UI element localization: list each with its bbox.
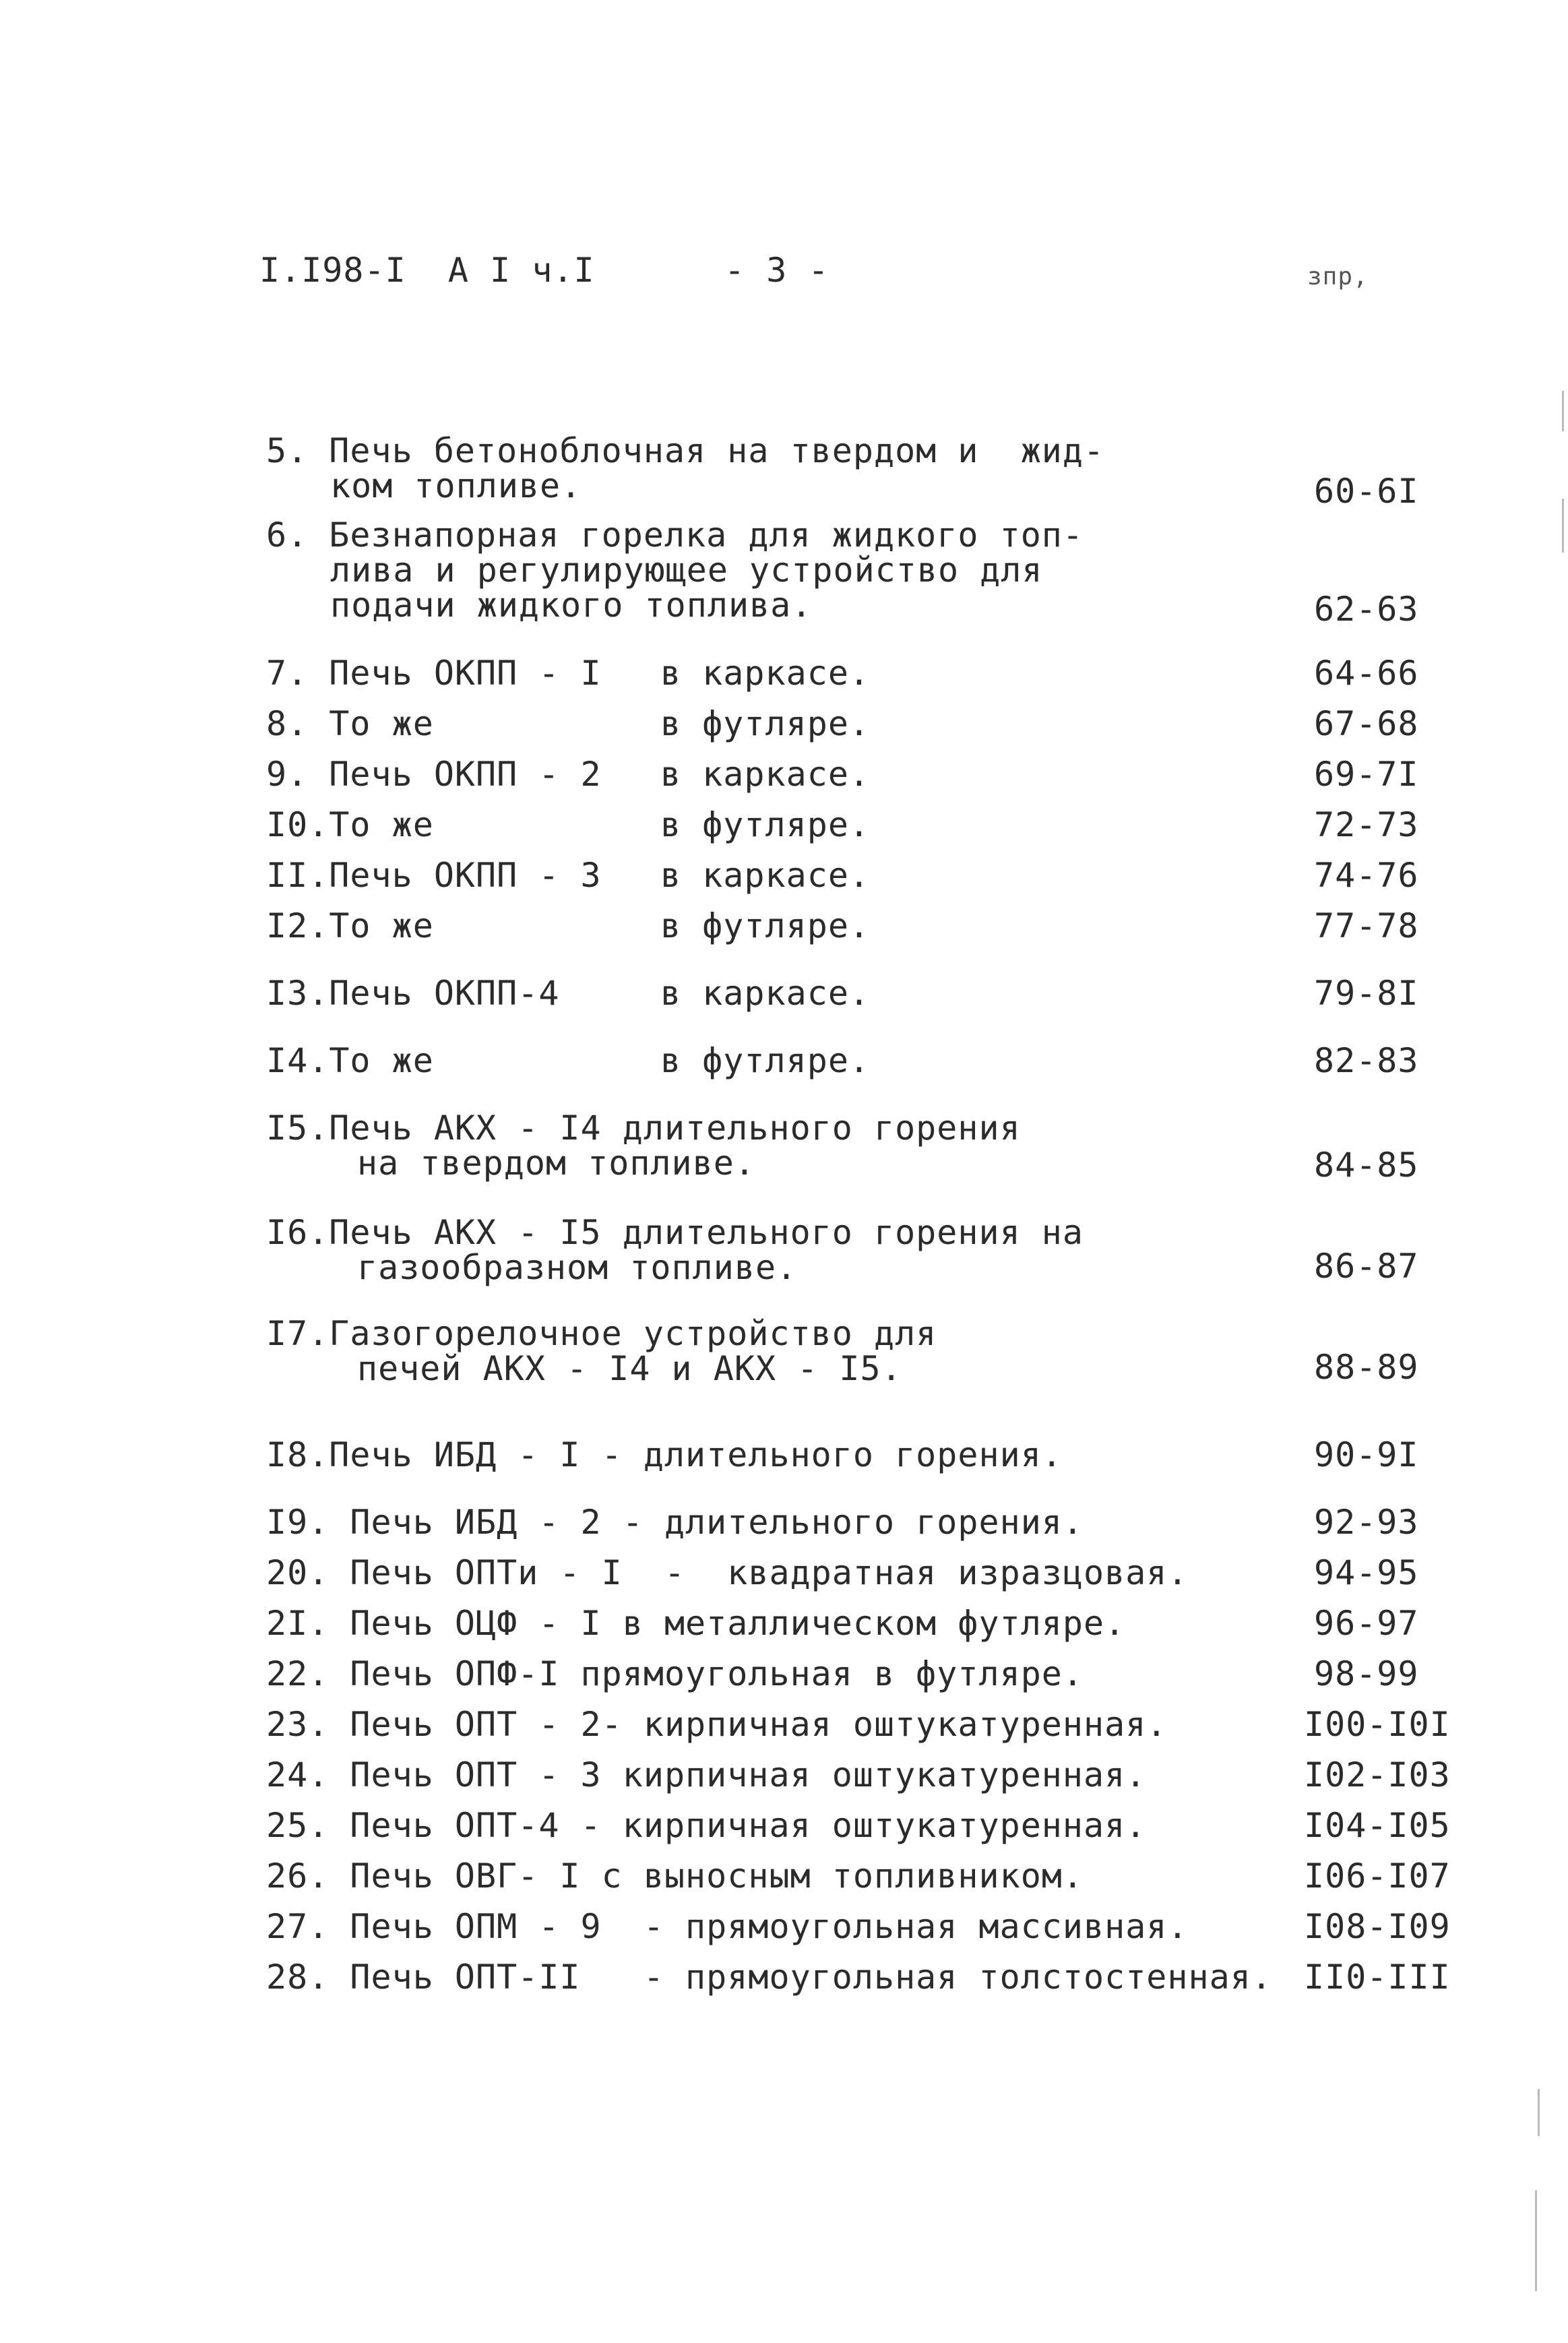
entry-title: 25. Печь ОПТ-4 - кирпичная оштукатуренная. bbox=[266, 1806, 1147, 1845]
entry-title: I6.Печь АКХ - I5 длительного горения на bbox=[266, 1213, 1084, 1252]
entry-page-range: I02-I03 bbox=[1304, 1755, 1451, 1794]
entry-variant: в каркасе. bbox=[660, 755, 871, 794]
entry-title: I9. Печь ИБД - 2 - длительного горения. bbox=[266, 1503, 1084, 1542]
entry-page-range: I06-I07 bbox=[1304, 1856, 1451, 1896]
entry-page-range: I08-I09 bbox=[1304, 1907, 1451, 1946]
entry-title: 7. Печь ОКПП - I bbox=[266, 654, 602, 693]
page-header bbox=[259, 251, 1540, 305]
entry-page-range: 98-99 bbox=[1314, 1654, 1419, 1693]
entry-title: 20. Печь ОПТи - I - квадратная изразцовая. bbox=[266, 1553, 1189, 1592]
entry-title: I2.То же bbox=[266, 906, 434, 945]
entry-page-range: 94-95 bbox=[1314, 1553, 1419, 1592]
entry-page-range: 69-7I bbox=[1314, 755, 1419, 794]
entry-title: 6. Безнапорная горелка для жидкого топ- bbox=[266, 516, 1084, 555]
entry-page-range: 60-6I bbox=[1314, 472, 1419, 511]
entry-page-range: 96-97 bbox=[1314, 1604, 1419, 1643]
entry-variant: в каркасе. bbox=[660, 654, 871, 693]
scan-edge-mark bbox=[1562, 499, 1564, 553]
entry-page-range: 90-9I bbox=[1314, 1435, 1419, 1474]
entry-title: I8.Печь ИБД - I - длительного горения. bbox=[266, 1435, 1063, 1474]
entry-page-range: I04-I05 bbox=[1304, 1806, 1451, 1845]
entry-page-range: 72-73 bbox=[1314, 805, 1419, 844]
entry-page-range: II0-III bbox=[1304, 1958, 1451, 1997]
entry-page-range: 62-63 bbox=[1314, 590, 1419, 629]
entry-title-continuation: печей АКХ - I4 и АКХ - I5. bbox=[357, 1349, 902, 1388]
page-number: - 3 - bbox=[724, 251, 829, 290]
entry-title: II.Печь ОКПП - 3 bbox=[266, 856, 602, 895]
entry-title-continuation: на твердом топливе. bbox=[357, 1144, 755, 1183]
entry-variant: в футляре. bbox=[660, 1041, 871, 1080]
entry-title: 24. Печь ОПТ - 3 кирпичная оштукатуренная. bbox=[266, 1755, 1147, 1794]
entry-page-range: 64-66 bbox=[1314, 654, 1419, 693]
entry-title: I5.Печь АКХ - I4 длительного горения bbox=[266, 1108, 1021, 1148]
entry-page-range: 74-76 bbox=[1314, 856, 1419, 895]
scan-edge-mark bbox=[1535, 2190, 1537, 2291]
entry-title: I3.Печь ОКПП-4 bbox=[266, 974, 560, 1013]
entry-title: 2I. Печь ОЦФ - I в металлическом футляре. bbox=[266, 1604, 1126, 1643]
entry-title: 22. Печь ОПФ-I прямоугольная в футляре. bbox=[266, 1654, 1084, 1693]
entry-page-range: 88-89 bbox=[1314, 1348, 1419, 1387]
entry-title: I4.То же bbox=[266, 1041, 434, 1080]
document-code: I.I98-I А I ч.I bbox=[259, 251, 595, 290]
entry-page-range: 79-8I bbox=[1314, 974, 1419, 1013]
entry-title: I7.Газогорелочное устройство для bbox=[266, 1314, 937, 1353]
entry-title: 28. Печь ОПТ-II - прямоугольная толстостенная. bbox=[266, 1958, 1272, 1997]
entry-title: 5. Печь бетоноблочная на твердом и жид- bbox=[266, 431, 1105, 470]
entry-title: 9. Печь ОКПП - 2 bbox=[266, 755, 602, 794]
entry-title: 26. Печь ОВГ- I с выносным топливником. bbox=[266, 1856, 1084, 1896]
entry-title: I0.То же bbox=[266, 805, 434, 844]
entry-variant: в футляре. bbox=[660, 906, 871, 945]
scan-edge-mark bbox=[1562, 391, 1564, 431]
entry-page-range: I00-I0I bbox=[1304, 1705, 1451, 1744]
entry-title-continuation: ком топливе. bbox=[330, 466, 582, 505]
entry-page-range: 84-85 bbox=[1314, 1146, 1419, 1185]
entry-variant: в футляре. bbox=[660, 704, 871, 743]
entry-title-continuation: лива и регулирующее устройство для bbox=[330, 551, 1043, 590]
corner-mark: зпр, bbox=[1307, 263, 1369, 290]
entry-title-continuation: подачи жидкого топлива. bbox=[330, 586, 813, 625]
entry-variant: в каркасе. bbox=[660, 974, 871, 1013]
entry-variant: в футляре. bbox=[660, 805, 871, 844]
entry-page-range: 67-68 bbox=[1314, 704, 1419, 743]
entry-variant: в каркасе. bbox=[660, 856, 871, 895]
entry-page-range: 92-93 bbox=[1314, 1503, 1419, 1542]
entry-title: 27. Печь ОПМ - 9 - прямоугольная массивная. bbox=[266, 1907, 1189, 1946]
entry-page-range: 82-83 bbox=[1314, 1041, 1419, 1080]
entry-title: 8. То же bbox=[266, 704, 434, 743]
entry-title: 23. Печь ОПТ - 2- кирпичная оштукатуренная. bbox=[266, 1705, 1168, 1744]
entry-title-continuation: газообразном топливе. bbox=[357, 1248, 798, 1287]
entry-page-range: 77-78 bbox=[1314, 906, 1419, 945]
scan-edge-mark bbox=[1538, 2089, 1540, 2136]
entry-page-range: 86-87 bbox=[1314, 1247, 1419, 1286]
